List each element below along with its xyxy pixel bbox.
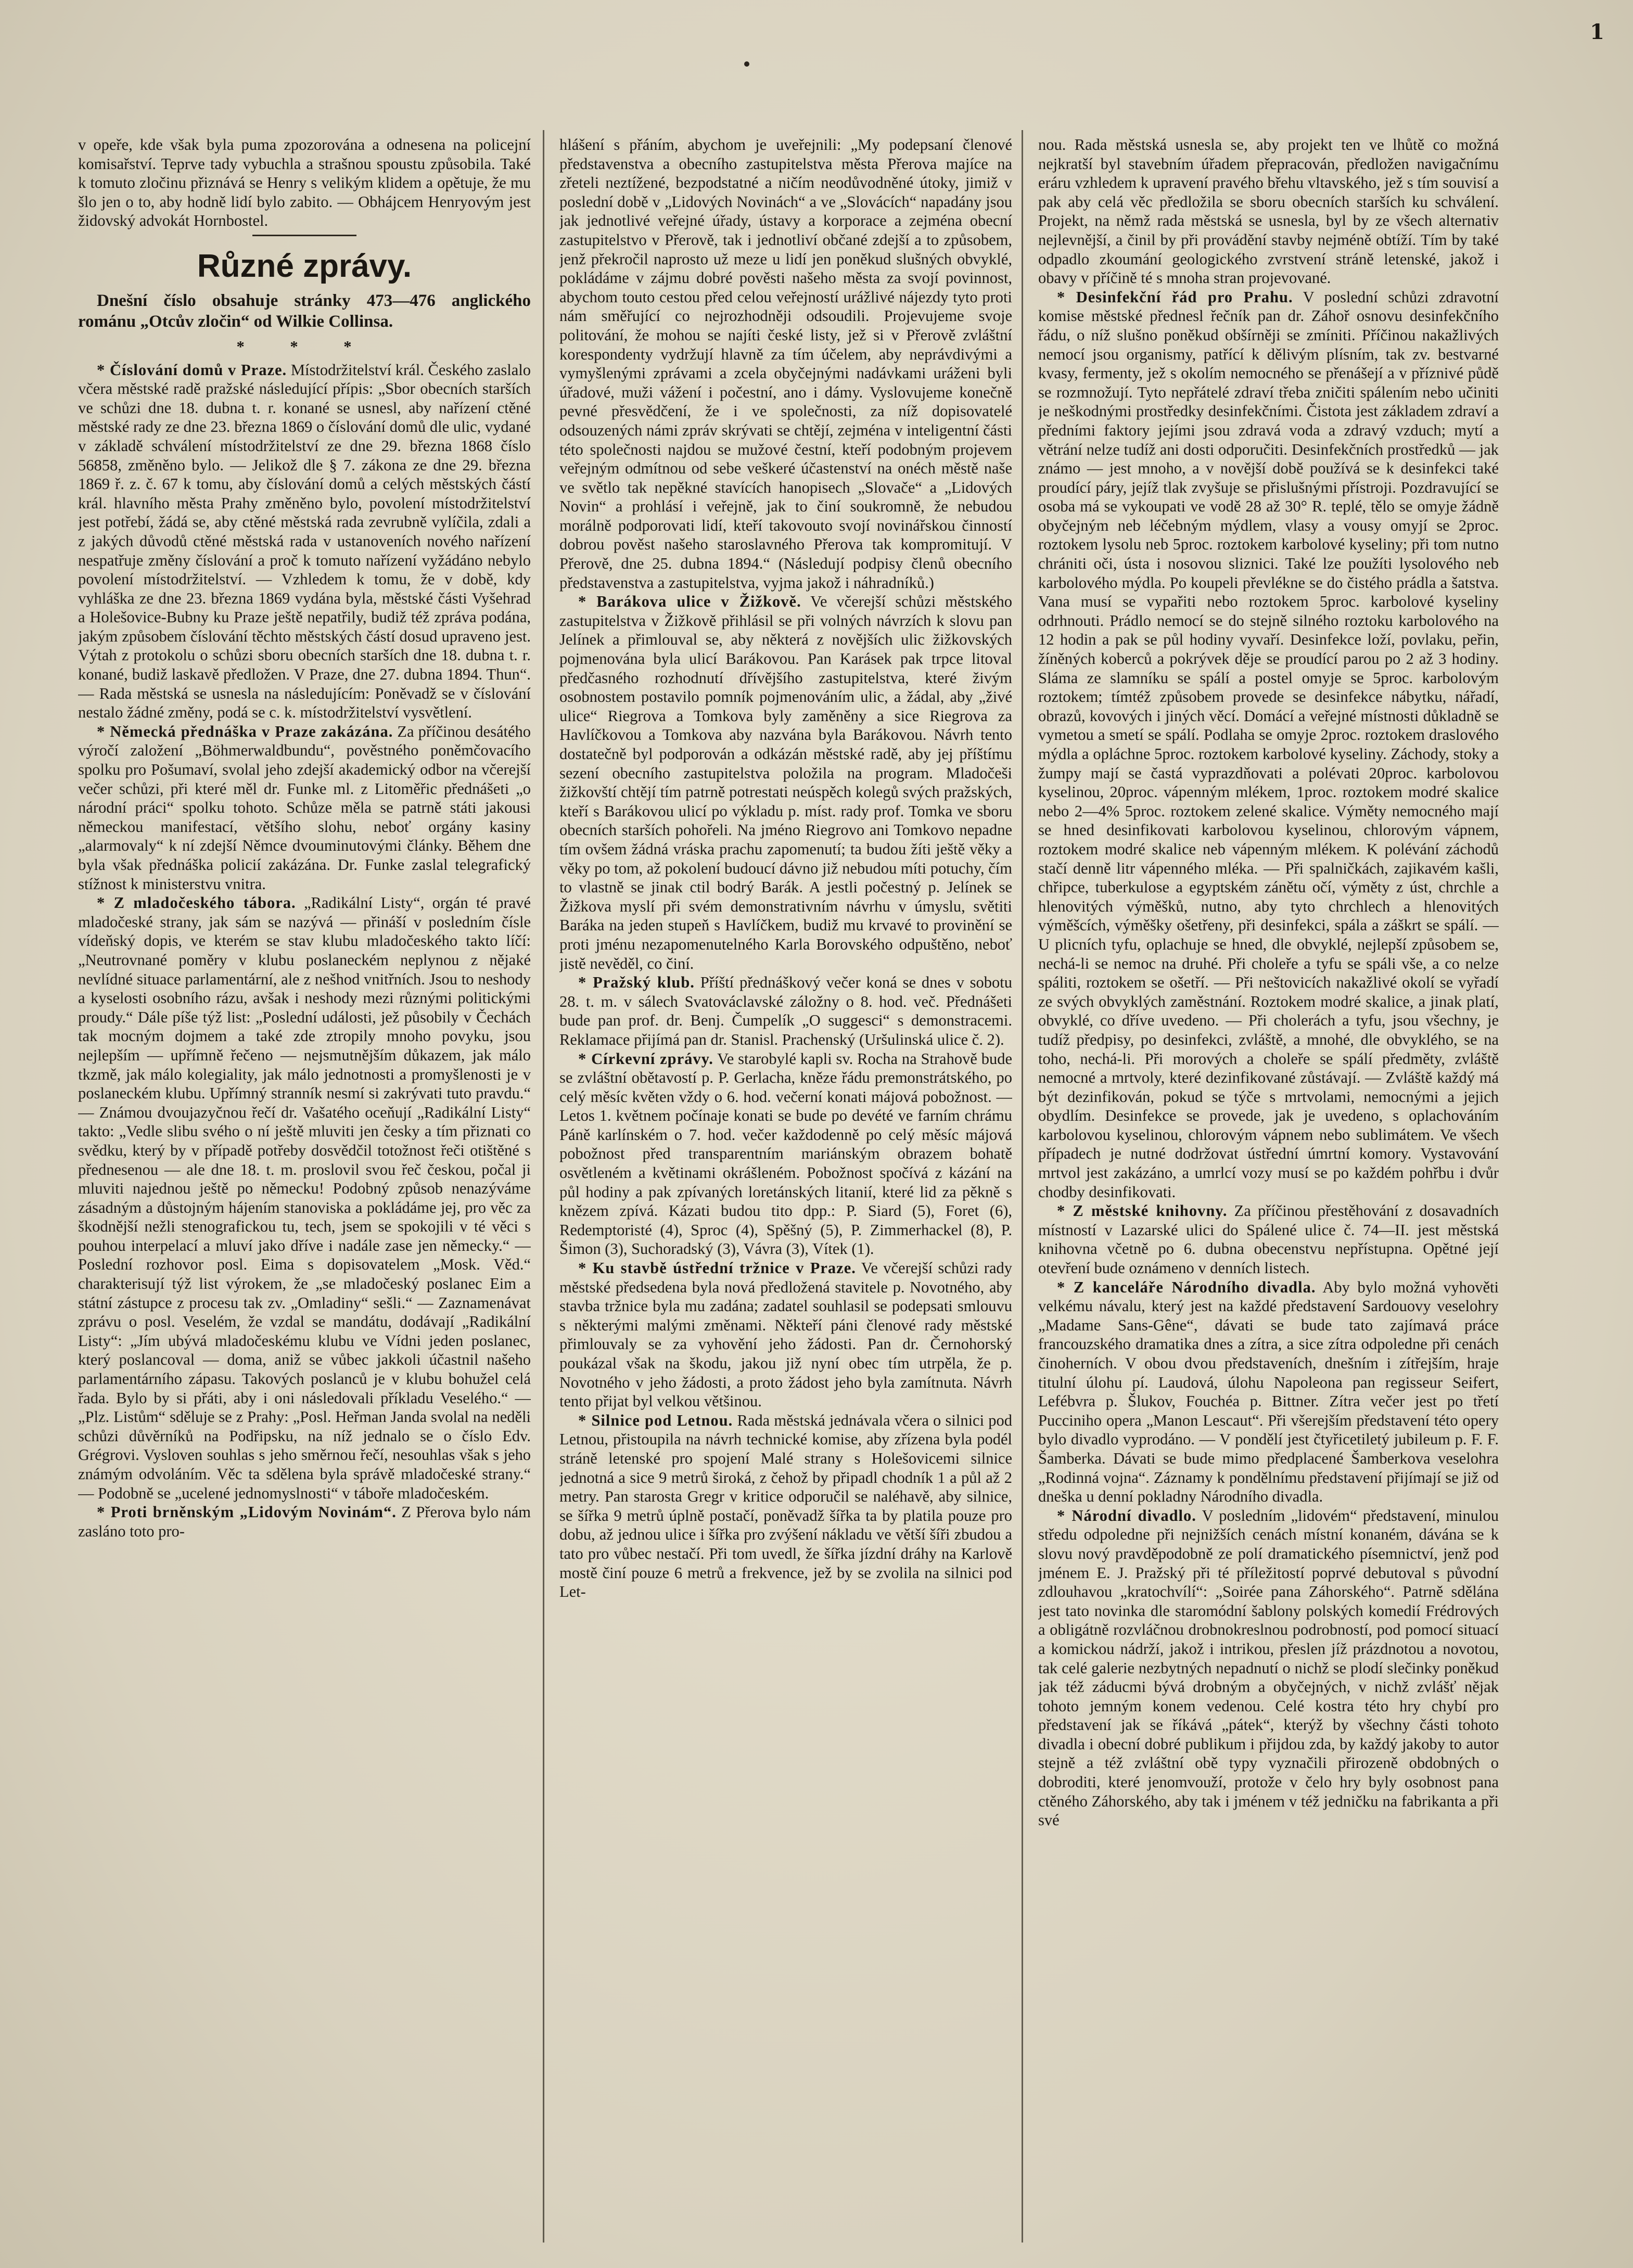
article-heading: * Z městské knihovny. — [1057, 1202, 1228, 1220]
asterism: * * * — [236, 337, 373, 355]
article-paragraph — [1038, 288, 1499, 1202]
article-heading: * Barákova ulice v Žižkově. — [578, 593, 801, 611]
article-paragraph — [78, 722, 531, 893]
article-heading: * Z kanceláře Národního divadla. — [1057, 1278, 1316, 1296]
article-paragraph — [78, 893, 531, 1503]
article-paragraph — [559, 973, 1012, 1049]
article-text: nou. Rada městská usnesla se, aby projekt ten ve lhůtě co možná nejkratší byl stavebním úřadem přepracován, předložen navigačnímu eráru vzhledem k upravení pravého břehu vltavského, jež s tím souvisí a pak aby celá věc předložila se sboru obecních starších ku schválení. Projekt, na němž rada městská se usnesla, byl by ze všech alternativ nejlevnější, a činil by při provádění stavby nejméně obtíží. Tím by také odpadlo zkoumání geologického zvrstvení stráně letenské, jakož i obavy v příčině té s mnoha stran projevované. — [1038, 136, 1499, 287]
ink-dot — [744, 61, 749, 67]
article-heading: * Z mladočeského tábora. — [97, 894, 296, 912]
article-paragraph — [1038, 135, 1499, 288]
article-paragraph — [1038, 1201, 1499, 1277]
article-heading: * Národní divadlo. — [1057, 1506, 1196, 1524]
column-divider-2 — [1022, 130, 1023, 2243]
article-paragraph — [559, 1411, 1012, 1601]
article-heading: * Ku stavbě ústřední tržnice v Praze. — [578, 1259, 856, 1277]
article-text: Z Přerova bylo nám zasláno toto pro- — [78, 1503, 531, 1540]
article-paragraph — [559, 135, 1012, 592]
article-paragraph — [559, 1259, 1012, 1411]
article-paragraph — [559, 592, 1012, 973]
article-text: Ve včerejší schůzi rady městské předsedena byla nová předložená stavitele p. Novotného, aby stavba tržnice byla mu zadána; zadatel souhlasil se podepsati smlouvu s některými malými změnami. Někteří páni členové rady městské přimlouvaly se za vyhovění jeho žádosti. Pan dr. Černohorský poukázal však na škodu, jakou již nyní obec tím utrpěla, že p. Novotného v jeho žádosti, a proto žádost jeho byla zamítnuta. Návrh tento přijat byl velkou většinou. — [559, 1259, 1012, 1411]
article-heading: * Desinfekční řád pro Prahu. — [1057, 288, 1293, 306]
article-text: „Radikální Listy“, orgán té pravé mladočeské strany, jak sám se nazývá — přináší v posledním čísle vídeňský dopis, ve kterém se stav klubu mladočeského takto líčí: „Neutrovnané poměry v klubu poslaneckém neplynou z nějaké nevlídné situace parlamentární, ale z nešhod vnitřních. Jsou to neshody a kyselosti osobního rázu, avšak i neshody mezi různými politickými proudy.“ Dále píše týž list: „Poslední události, jež působily v Čechách tak mocným dojmem a také zde ztropily mnoho povyku, jsou nejlepším — upřímně řečeno — nejsmutnějším důkazem, jak málo tkzmě, jak málo kolegiality, jak málo jednotnosti a promyšlenosti je v poslaneckém klubu. Upřímný stranník nesmí si zakrývati tuto pravdu.“ — Známou dvoujazyčnou řečí dr. Vašatého oceňují „Radikální Listy“ takto: „Vedle slibu svého o ní ještě mluviti jen česky a tím přiznati co svědku, který by v případě potřeby dosvědčil totožnost řeči otištěné s přednesenou — ale dne 18. t. m. proslovil svou řeč českou, počal ji mluviti najednou ještě po německu! Podobný způsob nenazýváme zásadným a důstojným hájením stanoviska a pokládáme jej, pro věc za škodnější nežli stenografickou tu, tech, jsem se spokojili v té věci s pouhou interpelací a mluví jako dříve i nadále zase jen německy.“ — Poslední rozhovor posl. Eima s dopisovatelem „Mosk. Věd.“ charakterisují týž list výrokem, že „se mladočeský poslanec Eim a státní zástupce z procesu tak zv. „Omladiny“ sešli.“ — Zaznamenávat zprávu o posl. Veselém, že vzdal se mandátu, dodávají „Radikální Listy“: „Jím ubývá mladočeskému klubu ve Vídni jeden poslanec, který poslancoval — doma, aniž se vůbec jakkoli účastnil našeho parlamentárního zápasu. Takových poslanců je v klubu bohužel celá řada. Bylo by si přáti, aby i oni následovali příkladu Veselého.“ — „Plz. Listům“ sděluje se z Prahy: „Posl. Heřman Janda svolal na neděli schůzi důvěrníků na Podřipsku, na níž jednalo se o číslo Edv. Grégrovi. Vysloven souhlas s jeho směrnou řečí, nesouhlas však s jeho známým odvoláním. Věc ta sdělena byla správě mladočeské strany.“ — Podobně se „ucelené jednomyslnosti“ v táboře mladočeském. — [78, 894, 531, 1502]
section-title: Různé zprávy. — [197, 248, 412, 284]
article-paragraph — [1038, 1506, 1499, 1830]
article-paragraph — [78, 1503, 531, 1541]
article-paragraph — [78, 361, 531, 722]
article-text: Ve včerejší schůzi městského zastupitelstva v Žižkově přihlásil se při volných návrzích k slovu pan Jelínek a přimlouval se, aby některá z novějších ulic žižkovských pojmenována byla ulicí Barákovou. Pan Karásek pak trpce litoval předčasného rozhodnutí dřívějšího zastupitelstva, které živým osobnostem postavilo pomník pojmenováním ulic, a žádal, aby „živé ulice“ Riegrova a Tomkova byly zaměněny a sice Riegrova za Havlíčkovou a Tomkova aby nazvána byla Barákovou. Návrh tento dostatečně byl podporován a odkázán městské radě, aby jej příštímu sezení obecního zastupitelstva položila na program. Mladočeši žižkovští chtějí tím patrně potrestati neúspěch kolegů svých pražských, kteří s Barákovou ulicí po výkladu p. míst. rady prof. Tomka ve sboru obecních starších pohořeli. Na jméno Riegrovo ani Tomkovo nepadne tím ovšem žádná vráska prachu zapomenutí; ta budou žíti ještě věky a věky po tom, až pokolení budoucí dávno již nebudou míti potuchy, čím to vlastně se jinak ctil bodrý Barák. A jestli počestný p. Jelínek se Žižkova myslí při svém demonstrativním návrhu v úmyslu, světiti Baráka na jeden stupeň s Havlíčkem, budiž mu krvavé to provinění se proti jménu nezapomenutelného Karla Borovského odpuštěno, neboť jistě nevěděl, co činí. — [559, 593, 1012, 972]
article-paragraph — [78, 135, 531, 230]
article-text: Za příčinou přestěhování z dosavadních místností v Lazarské ulici do Spálené ulice č. 74—II. jest městská knihovna včetně po 6. dubna obecenstvu nepřístupna. Opětné její otevření bude oznámeno v denních listech. — [1038, 1202, 1499, 1277]
article-heading: * Proti brněnským „Lidovým Novinám“. — [97, 1503, 397, 1521]
article-heading: * Pražský klub. — [578, 973, 695, 992]
article-text: Rada městská jednávala včera o silnici pod Letnou, přistoupila na návrh technické komise, aby zřízena byla podél stráně letenské pro spojení Malé strany s Holešovicemi silnice jednotná a sice 9 metrů široká, z čehož by připadl chodník 1 a půl až 2 metry. Pan starosta Gregr v kritice odporučil se naléhavě, aby silnice, se šířka 9 metrů úplně postačí, poněvadž šířka ta by platila pouze pro dobu, až jednou ulice i šířka pro zvýšení nákladu ve větší šíři zbudou a tato pro vůbec nestačí. Při tom uvedl, že šířka jízdní dráhy na Karlově mostě činí pouze 6 metrů a frekvence, jež by se zvolila na silnici pod Let- — [559, 1411, 1012, 1601]
section-rule — [252, 235, 356, 236]
article-heading: * Církevní zprávy. — [578, 1049, 713, 1068]
article-text: Aby bylo možná vyhověti velkému návalu, který jest na každé představení Sardouovy veselohry „Madame Sans-Gêne“, dávati se bude tato zajímavá práce francouzského dramatika dnes a zítra, a sice zítra odpoledne při cenách činoherních. V obou dvou představeních, dnešním i zítřejším, hraje titulní úlohu pí. Laudová, úlohu Napoleona pan regisseur Seifert, Lefébvra p. Šlukov, Fouchéa p. Bittner. Zítra večer jest po třetí Pucciniho opera „Manon Lescaut“. Při všerejším představení této opery bylo divadlo vyprodáno. — V pondělí jest čtyřicetiletý jubileum p. F. F. Šamberka. Dávati se bude mimo předplacené Šamberkova veselohra „Rodinná vojna“. Záznamy k pondělnímu představení přijímají se již od dneška u denní pokladny Národního divadla. — [1038, 1278, 1499, 1506]
column-divider-1 — [543, 130, 544, 2243]
article-text: hlášení s přáním, abychom je uveřejnili: „My podepsaní členové představenstva a obecního zastupitelstva města Přerova majíce na zřeteli neztížené, bezpodstatné a ničím neodůvodněné útoky, jimiž v poslední době v „Lidových Novinách“ a ve „Slovácích“ napadány jsou jak jednotlivé veřejné úřady, ústavy a korporace a zejména obecní zastupitelstvo v Přerově, tak i jednotliví občané zdejší a to způsobem, jenž překročil naprosto už meze u lidí jen poněkud slušných obvyklé, pokládáme v zájmu dobré pověsti našeho města za svojí povinnost, abychom touto cestou před celou veřejností urážlivé nájezdy tyto proti nám směřující co nejrozhodněji odsoudili. Projevujeme svoje politování, že mohou se najíti české listy, jež si v Přerově zvláštní korespondenty vydržují hlavně za tím účelem, aby neprávdivými a vymyšlenými zprávami a zcela obyčejnými nadávkami uráženi byli úřadové, muži vážení i počestní, ano i dámy. Vyslovujeme konečně pevné přesvědčení, že i ve společnosti, za níž dopisovatelé odsouzených námi zpráv skrývati se chtějí, zejména v inteligentní části této společnosti najdou se mužové čestní, kteří podobným projevem veřejným odmítnou od sebe veškeré účastenství na onéch městě naše ve světlo tak nepěkné stavících hanopisech „Slovače“ a „Lidových Novin“ a prohlásí i veřejně, jak to činí soukromně, že nebudou morálně podporovati lidí, kteří takovouto svojí novinářskou činností dobrou pověst našeho staroslavného Přerova tak kompromitují. V Přerově, dne 25. dubna 1894.“ (Následují podpisy členů obecního představenstva a zastupitelstva, vyjma jakož i náhradníků.) — [559, 136, 1012, 592]
column-3 — [1038, 135, 1499, 2237]
article-text: Příští přednáškový večer koná se dnes v sobotu 28. t. m. v sálech Svatováclavské záložny o 8. hod. več. Přednášeti bude pan prof. dr. Benj. Čumpelík „O suggesci“ s demonstracemi. Reklamace přijímá pan dr. Stanisl. Prachenský (Uršulinská ulice č. 2). — [559, 973, 1012, 1048]
column-1 — [78, 135, 531, 2237]
article-text: V posledním „lidovém“ představení, minulou středu odpoledne při nejnižších cenách místní konaném, dávána se k slovu nový pravděpodobně ze polí dramatického písemnictví, jenž pod jménem E. J. Pražský při té příležitostí poprvé debutoval s původní zdlouhavou „kratochvílí“: „Soirée pana Záhorského“. Patrně sdělána jest tato novinka dle staromódní šablony polských komedií Frédrových a obligátně rozvláčnou drobnokreslnou podrobností, pod pomocí situací a komickou nádrží, jakož i intrikou, přeslen jíž prázdnotou a novotou, tak celé galerie nezbytných nepadnutí o nichž se plodí slečinky poněkud jak též záducmi bývá drobným a obyčejných, v nichž zvlášť nějak tohoto jemným konem vedenou. Celé kostra této hry chybí pro představení jak se říkává „pátek“, kterýž by všechny části tohoto divadla i obecní dobré publikum i přijdou zda, by každý jakoby to autor stejně a též zvláštní obě typy vyznačili přirozeně obdobných o dobroditi, které jenomvouží, protože v čelo hry byly osobnost pana ctěného Záhorského, aby tak i jménem v též jedničku na fabrikanta a při své — [1038, 1506, 1499, 1829]
article-paragraph — [1038, 1278, 1499, 1506]
page-mark: 1 — [1590, 20, 1604, 44]
article-text: Ve starobylé kapli sv. Rocha na Strahově bude se zvláštní obětavostí p. P. Gerlacha, kněze řádu premonstrátského, po celý měsíc květen vždy o 6. hod. večerní konati májová pobožnost. — Letos 1. květnem počínaje konati se bude po devété ve farním chrámu Páně karlínském o 7. hod. večer každodenně po celý měsíc májová pobožnost před transparentním mariánským obrazem bohatě osvětleném a květinami okrášleném. Pobožnost spočívá z kázání na půl hodiny a pak zpívaných loretánských litanií, které lid za pěkně s knězem zpívá. Kázati budou tito dpp.: P. Siard (5), Foret (6), Redemptoristé (4), Sproc (4), Spěšný (5), P. Zimmerhackel (8), P. Šimon (3), Suchoradský (3), Vávra (3), Vítek (1). — [559, 1049, 1012, 1258]
supplement-notice: Dnešní číslo obsahuje stránky 473—476 anglického románu „Otcův zločin“ od Wilkie Collinsa. — [78, 291, 531, 331]
article-heading: * Německá přednáška v Praze zakázána. — [97, 722, 393, 740]
article-text: Za příčinou desátého výročí založení „Böhmerwaldbundu“, pověstného poněmčovacího spolku pro Pošumaví, svolal jeho zdejší akademický odbor na včerejší večer schůzi, při které měl dr. Funke ml. z Litoměřic přednášeti „o národní práci“ spolku tohoto. Schůze měla se patrně státi jakousi německou manifestací, většího slohu, neboť orgány kasiny „alarmovaly“ k ní zdejší Němce dvouminutovými články. Během dne byla však přednáška policií zakázána. Dr. Funke zaslal telegrafický stížnost k ministerstvu vnitra. — [78, 722, 531, 893]
article-text: V poslední schůzi zdravotní komise městské přednesl řečník pan dr. Záhoř osnovu desinfekčního řádu, o níž slušno poněkud obšírněji se zmíniti. Příčinou nakažlivých nemocí jsou organismy, patřící k dělivým plísním, tak zv. bestvarné kvasy, fermenty, jež s okolím nemocného se přenášejí a v příznivé půdě se rozmnožují. Tyto nepřátelé zdraví třeba zničiti spálením nebo učiniti je neškodnými prostředky desinfekčními. Čistota jest základem zdraví a předními faktory jejími jsou zdravá voda a zdravý vzduch; mytí a větrání nelze tudíž ani dosti odporučiti. Desinfekčních prostředků — jak známo — jest mnoho, a v novější době používá se k desinfekci také proudící páry, jejíž tlak zvyšuje se přislušnými přístroji. Pozdravující se osoba má se vykoupati ve vodě 28 až 30° R. teplé, tělo se omyje žádně obyčejným neb léčebným mýdlem, vlasy a vousy omyjí se 2proc. roztokem lysolu neb 5proc. roztokem karbolové kyseliny; při tom nutno chrániti oči, ústa i nosovou sliznici. Také lze použíti lysolového neb karbolového mýdla. Po koupeli převlékne se do čistého prádla a šatstva. Vana musí se vypařiti nebo roztokem 5proc. karbolové kyseliny odrhnouti. Prádlo nemocí se do stejně silného roztoku karbolového na 12 hodin a pak se půl hodiny vyvaří. Desinfekce loží, povlaku, peřin, žíněných koberců a pokrývek děje se proudící parou po 2 až 3 hodiny. Sláma ze slamníku se spálí a postel omyje se 5proc. karbolovým roztokem; tímtéž způsobem provede se desinfekce nábytku, nářadí, obrazů, kovových i jiných věcí. Domácí a veřejné místnosti důkladně se vymetou a smetí se spálí. Podlaha se omyje 2proc. roztokem draslového mýdla a opláchne 5proc. roztokem karbolové kyseliny. Záchody, stoky a žumpy mají se častá vyprazdňovati a polévati 20proc. karbolovou kyselinou, 20proc. vápenným mlékem, 1proc. roztokem modré skalice nebo 2—4% 5proc. roztokem zelené skalice. Výměty nemocného mají se hned desinfikovati karbolovou kyselinou, chlorovým vápnem, roztokem modré skalice neb vápenným mlékem. K polévání záchodů stačí denně litr vápenného mléka. — Při spalničkách, zajikavém kašli, chřipce, tuberkulose a egyptském zánětu očí, výměty z úst, chrchle a hlenovitých výměšků, nutno, aby tyto chrchlech a hlenovitých výměšcích, výměšky ošetřeny, při desinfekci, spála a záškrt se spálí. — U plicních tyfu, oplachuje se hned, dle obvyklé, nejlepší způsobem se, nechá-li se nemoc na druhé. Při choleře a tyfu se spáli vše, a co nelze spáliti, roztokem se ošetří. — Při neštovicích nakažlivé okolí se vyřadí ze svých obvyklých zaměstnání. Roztokem modré skalice, a jinak platí, obvyklé, co dříve uvedeno. — Při cholerách a tyfu, jsou všechny, je tudíž předpisy, po desinfekci, zvláště, a mnohé, dle obvyklého, se na toho, nechá-li. Při morových a choleře se spálí předměty, zvláště nemocné a mrtvoly, které dezinfikované zůstávají. — Zvláště každý má být dezinfikován, pokud se týče s mrtvolami, nemocnými a jejich obydlím. Desinfekce se provede, jak je uvedeno, s oplachováním karbolovou kyselinou, chlorovým vápnem nebo sublimátem. Ve všech případech je nutné dodržovat ústřední úmrtní komory. Vystavování mrtvol jest zakázáno, a umrlcí vozy musí se po každém pohřbu i dvůr chodby desinfikovati. — [1038, 288, 1499, 1201]
article-text: Místodržitelství král. Českého zaslalo včera městské radě pražské následující přípis: „Sbor obecních starších ve schůzi dne 18. dubna t. r. konané se usnesl, aby nařízení ctěné městské rady ze dne 23. března 1869 o číslování domů dle ulic, vydané v základě schválení místodržitelství ze dne 29. března 1868 číslo 56858, změněno bylo. — Jelikož dle § 7. zákona ze dne 29. března 1869 ř. z. č. 67 k tomu, aby číslování domů a celých městských částí král. hlavního města Prahy změněno bylo, povolení místodržitelství jest potřebí, žádá se, aby ctěné městská rada zevrubně vylíčila, zdali a z jakých důvodů ctěné městská rada v ustanoveních nového nařízení nespatřuje změny číslování a proč k tomuto nařízení vyžádáno nebylo povolení místodržitelství. — Vzhledem k tomu, že v době, kdy vyhláška ze dne 23. března 1869 vydána byla, městské části Vyšehrad a Holešovice-Bubny ku Praze ještě nepatřily, budiž též zpráva podána, jakým způsobem číslování těchto městských částí dosud upraveno jest. Výtah z protokolu o schůzi sboru obecních starších dne 18. dubna t. r. konané, budiž laskavě předložen. V Praze, dne 27. dubna 1894. Thun“. — Rada městská se usnesla na následujícím: Poněvadž se v číslování nestalo žádné změny, podá se c. k. místodržitelství vysvětlení. — [78, 361, 531, 722]
article-paragraph — [559, 1049, 1012, 1259]
article-text: v opeře, kde však byla puma zpozorována a odnesena na policejní komisařství. Teprve tady vybuchla a strašnou spoustu způsobila. Také k tomuto zločinu přiznává se Henry s velikým klidem a opětuje, že mu šlo jen o to, aby hodně lidí bylo zabito. — Obhájcem Henryovým jest židovský advokát Hornbostel. — [78, 136, 531, 230]
article-heading: * Silnice pod Letnou. — [578, 1411, 733, 1429]
article-heading: * Číslování domů v Praze. — [97, 361, 287, 379]
column-2 — [559, 135, 1012, 2237]
